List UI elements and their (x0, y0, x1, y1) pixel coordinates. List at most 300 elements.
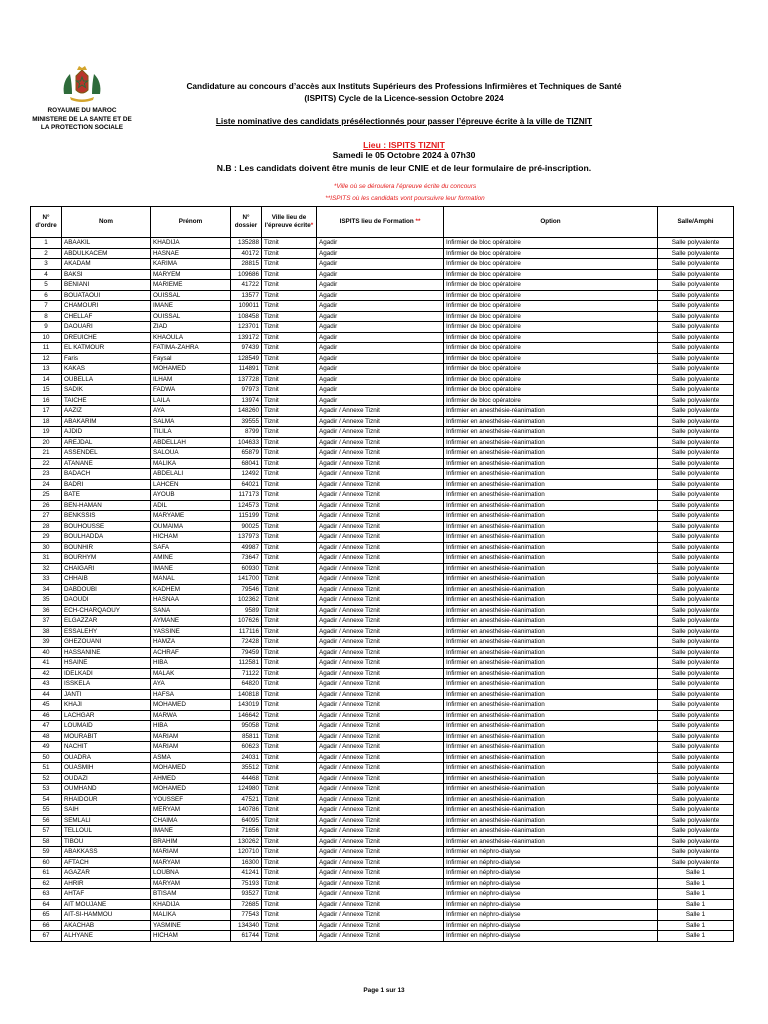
cell-ville: Tiznit (262, 910, 317, 921)
cell-nom: CHELLAF (62, 311, 151, 322)
cell-prenom: OUISSAL (151, 311, 231, 322)
cell-nom: DABDOUBI (62, 584, 151, 595)
cell-salle: Salle polyvalente (658, 458, 734, 469)
cell-dossier: 12492 (231, 469, 262, 480)
cell-ville: Tiznit (262, 490, 317, 501)
cell-ispits: Agadir (317, 259, 444, 270)
cell-option: Infirmier en anesthésie-réanimation (444, 416, 658, 427)
cell-salle: Salle polyvalente (658, 500, 734, 511)
cell-option: Infirmier en anesthésie-réanimation (444, 553, 658, 564)
col-header-dossier: N° dossier (231, 207, 262, 238)
cell-option: Infirmier en anesthésie-réanimation (444, 511, 658, 522)
cell-prenom: MOHAMED (151, 700, 231, 711)
cell-nom: ALHYANE (62, 931, 151, 942)
cell-ville: Tiznit (262, 647, 317, 658)
cell-prenom: IMANE (151, 563, 231, 574)
cell-salle: Salle polyvalente (658, 794, 734, 805)
cell-ispits: Agadir / Annexe Tiznit (317, 931, 444, 942)
table-row (31, 280, 734, 291)
cell-option: Infirmier en néphro-dialyse (444, 857, 658, 868)
cell-option: Infirmier en anesthésie-réanimation (444, 658, 658, 669)
cell-option: Infirmier en néphro-dialyse (444, 878, 658, 889)
cell-num: 38 (31, 626, 62, 637)
table-row (31, 910, 734, 921)
cell-ville: Tiznit (262, 689, 317, 700)
cell-option: Infirmier de bloc opératoire (444, 301, 658, 312)
cell-nom: CHAIGARI (62, 563, 151, 574)
table-row (31, 238, 734, 249)
cell-num: 30 (31, 542, 62, 553)
cell-salle: Salle 1 (658, 889, 734, 900)
cell-nom: ELGAZZAR (62, 616, 151, 627)
cell-dossier: 64021 (231, 479, 262, 490)
cell-num: 39 (31, 637, 62, 648)
table-row (31, 395, 734, 406)
cell-salle: Salle polyvalente (658, 721, 734, 732)
cell-salle: Salle polyvalente (658, 385, 734, 396)
cell-salle: Salle polyvalente (658, 595, 734, 606)
cell-dossier: 65879 (231, 448, 262, 459)
cell-num: 25 (31, 490, 62, 501)
cell-option: Infirmier en anesthésie-réanimation (444, 406, 658, 417)
cell-num: 64 (31, 899, 62, 910)
cell-salle: Salle polyvalente (658, 479, 734, 490)
cell-ispits: Agadir / Annexe Tiznit (317, 815, 444, 826)
cell-prenom: LAHCEN (151, 479, 231, 490)
ministry-line-1: ROYAUME DU MAROC (47, 107, 117, 114)
cell-option: Infirmier en anesthésie-réanimation (444, 700, 658, 711)
cell-salle: Salle polyvalente (658, 805, 734, 816)
cell-prenom: AYA (151, 679, 231, 690)
cell-num: 21 (31, 448, 62, 459)
table-row (31, 563, 734, 574)
cell-ville: Tiznit (262, 731, 317, 742)
cell-ville: Tiznit (262, 805, 317, 816)
cell-salle: Salle polyvalente (658, 626, 734, 637)
table-row (31, 626, 734, 637)
cell-salle: Salle polyvalente (658, 469, 734, 480)
cell-ispits: Agadir (317, 290, 444, 301)
cell-num: 48 (31, 731, 62, 742)
cell-ispits: Agadir / Annexe Tiznit (317, 763, 444, 774)
cell-salle: Salle polyvalente (658, 542, 734, 553)
cell-salle: Salle polyvalente (658, 269, 734, 280)
cell-salle: Salle polyvalente (658, 301, 734, 312)
cell-prenom: YASSINE (151, 626, 231, 637)
ministry-header (28, 107, 136, 133)
cell-nom: BATE (62, 490, 151, 501)
cell-ville: Tiznit (262, 584, 317, 595)
cell-prenom: YOUSSEF (151, 794, 231, 805)
cell-ispits: Agadir / Annexe Tiznit (317, 469, 444, 480)
cell-ispits: Agadir / Annexe Tiznit (317, 773, 444, 784)
cell-option: Infirmier en anesthésie-réanimation (444, 605, 658, 616)
cell-num: 12 (31, 353, 62, 364)
cell-prenom: ABDELLAH (151, 437, 231, 448)
table-row (31, 248, 734, 259)
cell-dossier: 108458 (231, 311, 262, 322)
cell-num: 6 (31, 290, 62, 301)
cell-nom: DAOUARI (62, 322, 151, 333)
cell-ispits: Agadir (317, 374, 444, 385)
cell-option: Infirmier en anesthésie-réanimation (444, 427, 658, 438)
cell-prenom: FATIMA-ZAHRA (151, 343, 231, 354)
cell-ville: Tiznit (262, 374, 317, 385)
table-row (31, 868, 734, 879)
cell-dossier: 140786 (231, 805, 262, 816)
cell-option: Infirmier en anesthésie-réanimation (444, 563, 658, 574)
table-row (31, 521, 734, 532)
cell-prenom: AHMED (151, 773, 231, 784)
cell-option: Infirmier de bloc opératoire (444, 332, 658, 343)
cell-ispits: Agadir (317, 311, 444, 322)
cell-dossier: 79459 (231, 647, 262, 658)
cell-num: 23 (31, 469, 62, 480)
cell-num: 57 (31, 826, 62, 837)
cell-option: Infirmier en anesthésie-réanimation (444, 731, 658, 742)
table-row (31, 490, 734, 501)
cell-dossier: 47521 (231, 794, 262, 805)
cell-prenom: KHADIJA (151, 238, 231, 249)
cell-ville: Tiznit (262, 269, 317, 280)
cell-salle: Salle polyvalente (658, 521, 734, 532)
cell-ville: Tiznit (262, 658, 317, 669)
cell-dossier: 64095 (231, 815, 262, 826)
cell-nom: OUADRA (62, 752, 151, 763)
footnote-ispits: **ISPITS où les candidats vont poursuivre leur formation (325, 195, 485, 202)
col-header-ville-label: Ville lieu de l'épreuve écrite (264, 213, 311, 229)
table-row (31, 584, 734, 595)
cell-prenom: KARIMA (151, 259, 231, 270)
cell-nom: AHRIR (62, 878, 151, 889)
cell-salle: Salle polyvalente (658, 280, 734, 291)
cell-nom: ASSENDEL (62, 448, 151, 459)
cell-ispits: Agadir / Annexe Tiznit (317, 700, 444, 711)
cell-ville: Tiznit (262, 637, 317, 648)
cell-nom: LACHGAR (62, 710, 151, 721)
cell-dossier: 72685 (231, 899, 262, 910)
cell-option: Infirmier en anesthésie-réanimation (444, 679, 658, 690)
cell-dossier: 148260 (231, 406, 262, 417)
cell-ispits: Agadir / Annexe Tiznit (317, 836, 444, 847)
exam-date: Samedi le 05 Octobre 2024 à 07h30 (332, 150, 476, 160)
cell-ispits: Agadir / Annexe Tiznit (317, 826, 444, 837)
cell-salle: Salle 1 (658, 920, 734, 931)
cell-salle: Salle polyvalente (658, 490, 734, 501)
cell-option: Infirmier en anesthésie-réanimation (444, 458, 658, 469)
table-row (31, 269, 734, 280)
cell-ville: Tiznit (262, 448, 317, 459)
cell-salle: Salle polyvalente (658, 406, 734, 417)
cell-dossier: 95058 (231, 721, 262, 732)
cell-nom: AHTAF (62, 889, 151, 900)
cell-option: Infirmier de bloc opératoire (444, 311, 658, 322)
cell-option: Infirmier de bloc opératoire (444, 385, 658, 396)
cell-nom: SAIH (62, 805, 151, 816)
cell-ville: Tiznit (262, 857, 317, 868)
cell-ispits: Agadir / Annexe Tiznit (317, 920, 444, 931)
table-row (31, 290, 734, 301)
cell-ispits: Agadir (317, 395, 444, 406)
cell-ispits: Agadir / Annexe Tiznit (317, 616, 444, 627)
cell-dossier: 9589 (231, 605, 262, 616)
cell-num: 47 (31, 721, 62, 732)
cell-dossier: 49987 (231, 542, 262, 553)
cell-option: Infirmier de bloc opératoire (444, 343, 658, 354)
cell-dossier: 102362 (231, 595, 262, 606)
cell-ville: Tiznit (262, 605, 317, 616)
cell-prenom: MARIEME (151, 280, 231, 291)
cell-ville: Tiznit (262, 332, 317, 343)
cell-prenom: ACHRAF (151, 647, 231, 658)
table-row (31, 700, 734, 711)
cell-salle: Salle polyvalente (658, 374, 734, 385)
cell-num: 63 (31, 889, 62, 900)
cell-num: 3 (31, 259, 62, 270)
cell-prenom: SALMA (151, 416, 231, 427)
cell-prenom: AYOUB (151, 490, 231, 501)
cell-nom: BOUHOUSSE (62, 521, 151, 532)
cell-nom: KHAJI (62, 700, 151, 711)
cell-prenom: AYA (151, 406, 231, 417)
table-row (31, 259, 734, 270)
cell-dossier: 146642 (231, 710, 262, 721)
cell-nom: BENKSSIS (62, 511, 151, 522)
cell-salle: Salle polyvalente (658, 584, 734, 595)
cell-option: Infirmier en anesthésie-réanimation (444, 763, 658, 774)
cell-salle: Salle polyvalente (658, 815, 734, 826)
cell-prenom: SANA (151, 605, 231, 616)
cell-prenom: AYMANE (151, 616, 231, 627)
cell-dossier: 120710 (231, 847, 262, 858)
cell-prenom: BRAHIM (151, 836, 231, 847)
cell-nom: EL KATMOUR (62, 343, 151, 354)
cell-ispits: Agadir / Annexe Tiznit (317, 500, 444, 511)
cell-option: Infirmier de bloc opératoire (444, 248, 658, 259)
cell-ville: Tiznit (262, 427, 317, 438)
cell-dossier: 123701 (231, 322, 262, 333)
cell-salle: Salle polyvalente (658, 836, 734, 847)
cell-option: Infirmier en anesthésie-réanimation (444, 490, 658, 501)
cell-num: 28 (31, 521, 62, 532)
cell-dossier: 79546 (231, 584, 262, 595)
cell-num: 29 (31, 532, 62, 543)
cell-salle: Salle 1 (658, 868, 734, 879)
cell-ville: Tiznit (262, 385, 317, 396)
cell-prenom: FADWA (151, 385, 231, 396)
cell-salle: Salle polyvalente (658, 710, 734, 721)
table-row (31, 721, 734, 732)
cell-nom: Faris (62, 353, 151, 364)
cell-ispits: Agadir / Annexe Tiznit (317, 868, 444, 879)
cell-nom: AIT MOUJANE (62, 899, 151, 910)
cell-dossier: 13974 (231, 395, 262, 406)
cell-salle: Salle polyvalente (658, 395, 734, 406)
cell-prenom: HASNAE (151, 248, 231, 259)
cell-ville: Tiznit (262, 343, 317, 354)
cell-option: Infirmier en anesthésie-réanimation (444, 647, 658, 658)
cell-ville: Tiznit (262, 763, 317, 774)
title-line-2: (ISPITS) Cycle de la Licence-session Octobre 2024 (304, 92, 504, 103)
cell-num: 1 (31, 238, 62, 249)
cell-nom: ABAKKASS (62, 847, 151, 858)
cell-nom: TIBOU (62, 836, 151, 847)
table-row (31, 500, 734, 511)
cell-nom: OUBELLA (62, 374, 151, 385)
table-row (31, 710, 734, 721)
cell-salle: Salle polyvalente (658, 437, 734, 448)
cell-ispits: Agadir (317, 248, 444, 259)
cell-nom: CHHAIB (62, 574, 151, 585)
cell-ville: Tiznit (262, 773, 317, 784)
cell-option: Infirmier en anesthésie-réanimation (444, 742, 658, 753)
cell-ville: Tiznit (262, 847, 317, 858)
table-row (31, 574, 734, 585)
cell-ville: Tiznit (262, 616, 317, 627)
table-row (31, 679, 734, 690)
cell-nom: AJDID (62, 427, 151, 438)
cell-prenom: SALOUA (151, 448, 231, 459)
cell-option: Infirmier de bloc opératoire (444, 322, 658, 333)
table-header (31, 207, 734, 238)
cell-prenom: MARYAM (151, 878, 231, 889)
cell-num: 59 (31, 847, 62, 858)
cell-salle: Salle polyvalente (658, 332, 734, 343)
cell-option: Infirmier en anesthésie-réanimation (444, 595, 658, 606)
col-header-prenom: Prénom (151, 207, 231, 238)
ministry-line-2: MINISTERE DE LA SANTE ET DE (32, 115, 132, 123)
cell-nom: MOURABIT (62, 731, 151, 742)
cell-dossier: 139172 (231, 332, 262, 343)
cell-salle: Salle polyvalente (658, 605, 734, 616)
cell-nom: HSAINE (62, 658, 151, 669)
cell-dossier: 16300 (231, 857, 262, 868)
table-row (31, 658, 734, 669)
cell-dossier: 71122 (231, 668, 262, 679)
cell-nom: AAZIZ (62, 406, 151, 417)
cell-nom: DAOUDI (62, 595, 151, 606)
cell-option: Infirmier en anesthésie-réanimation (444, 773, 658, 784)
cell-option: Infirmier en anesthésie-réanimation (444, 574, 658, 585)
cell-option: Infirmier en anesthésie-réanimation (444, 616, 658, 627)
cell-dossier: 41241 (231, 868, 262, 879)
cell-dossier: 13577 (231, 290, 262, 301)
cell-salle: Salle polyvalente (658, 563, 734, 574)
cell-salle: Salle polyvalente (658, 553, 734, 564)
cell-salle: Salle polyvalente (658, 752, 734, 763)
cell-nom: ECH-CHARQAOUY (62, 605, 151, 616)
cell-ville: Tiznit (262, 868, 317, 879)
cell-prenom: ZIAD (151, 322, 231, 333)
cell-ispits: Agadir / Annexe Tiznit (317, 542, 444, 553)
cell-ville: Tiznit (262, 311, 317, 322)
cell-dossier: 137728 (231, 374, 262, 385)
cell-dossier: 124573 (231, 500, 262, 511)
cell-ville: Tiznit (262, 574, 317, 585)
cell-ispits: Agadir / Annexe Tiznit (317, 521, 444, 532)
cell-nom: JANTI (62, 689, 151, 700)
cell-ispits: Agadir / Annexe Tiznit (317, 847, 444, 858)
cell-num: 17 (31, 406, 62, 417)
cell-num: 67 (31, 931, 62, 942)
cell-nom: BOURHYM (62, 553, 151, 564)
cell-ispits: Agadir / Annexe Tiznit (317, 584, 444, 595)
cell-ispits: Agadir (317, 343, 444, 354)
cell-dossier: 8799 (231, 427, 262, 438)
table-row (31, 343, 734, 354)
cell-ville: Tiznit (262, 553, 317, 564)
cell-ville: Tiznit (262, 416, 317, 427)
cell-ispits: Agadir / Annexe Tiznit (317, 731, 444, 742)
table-row (31, 857, 734, 868)
cell-ispits: Agadir / Annexe Tiznit (317, 689, 444, 700)
table-row (31, 322, 734, 333)
cell-num: 4 (31, 269, 62, 280)
cell-num: 66 (31, 920, 62, 931)
cell-nom: TAICHE (62, 395, 151, 406)
cell-num: 8 (31, 311, 62, 322)
cell-num: 65 (31, 910, 62, 921)
cell-option: Infirmier de bloc opératoire (444, 374, 658, 385)
cell-nom: BENIANI (62, 280, 151, 291)
cell-num: 54 (31, 794, 62, 805)
cell-salle: Salle polyvalente (658, 742, 734, 753)
cell-salle: Salle polyvalente (658, 689, 734, 700)
cell-dossier: 128549 (231, 353, 262, 364)
table-row (31, 532, 734, 543)
cell-nom: CHAMOURI (62, 301, 151, 312)
cell-num: 11 (31, 343, 62, 354)
cell-ville: Tiznit (262, 794, 317, 805)
cell-option: Infirmier en néphro-dialyse (444, 931, 658, 942)
cell-ispits: Agadir / Annexe Tiznit (317, 605, 444, 616)
cell-prenom: MERYAM (151, 805, 231, 816)
cell-num: 51 (31, 763, 62, 774)
exam-location: Lieu : ISPITS TIZNIT (363, 140, 445, 150)
cell-prenom: AMINE (151, 553, 231, 564)
cell-dossier: 93527 (231, 889, 262, 900)
cell-salle: Salle polyvalente (658, 773, 734, 784)
cell-ville: Tiznit (262, 899, 317, 910)
cell-nom: ABDULKACEM (62, 248, 151, 259)
cell-ispits: Agadir / Annexe Tiznit (317, 899, 444, 910)
table-row (31, 899, 734, 910)
cell-option: Infirmier en néphro-dialyse (444, 868, 658, 879)
table-row (31, 427, 734, 438)
cell-dossier: 135288 (231, 238, 262, 249)
cell-num: 33 (31, 574, 62, 585)
table-row (31, 553, 734, 564)
cell-num: 18 (31, 416, 62, 427)
cell-ville: Tiznit (262, 280, 317, 291)
cell-ispits: Agadir / Annexe Tiznit (317, 511, 444, 522)
cell-ispits: Agadir / Annexe Tiznit (317, 805, 444, 816)
cell-ispits: Agadir (317, 322, 444, 333)
cell-salle: Salle polyvalente (658, 364, 734, 375)
cell-salle: Salle 1 (658, 910, 734, 921)
cell-ville: Tiznit (262, 742, 317, 753)
ministry-line-3: LA PROTECTION SOCIALE (40, 124, 124, 132)
cell-prenom: KADHEM (151, 584, 231, 595)
cell-ville: Tiznit (262, 364, 317, 375)
cell-option: Infirmier en anesthésie-réanimation (444, 805, 658, 816)
cell-option: Infirmier en anesthésie-réanimation (444, 584, 658, 595)
cell-ville: Tiznit (262, 511, 317, 522)
cell-num: 46 (31, 710, 62, 721)
cell-salle: Salle polyvalente (658, 679, 734, 690)
table-row (31, 364, 734, 375)
cell-salle: Salle polyvalente (658, 343, 734, 354)
